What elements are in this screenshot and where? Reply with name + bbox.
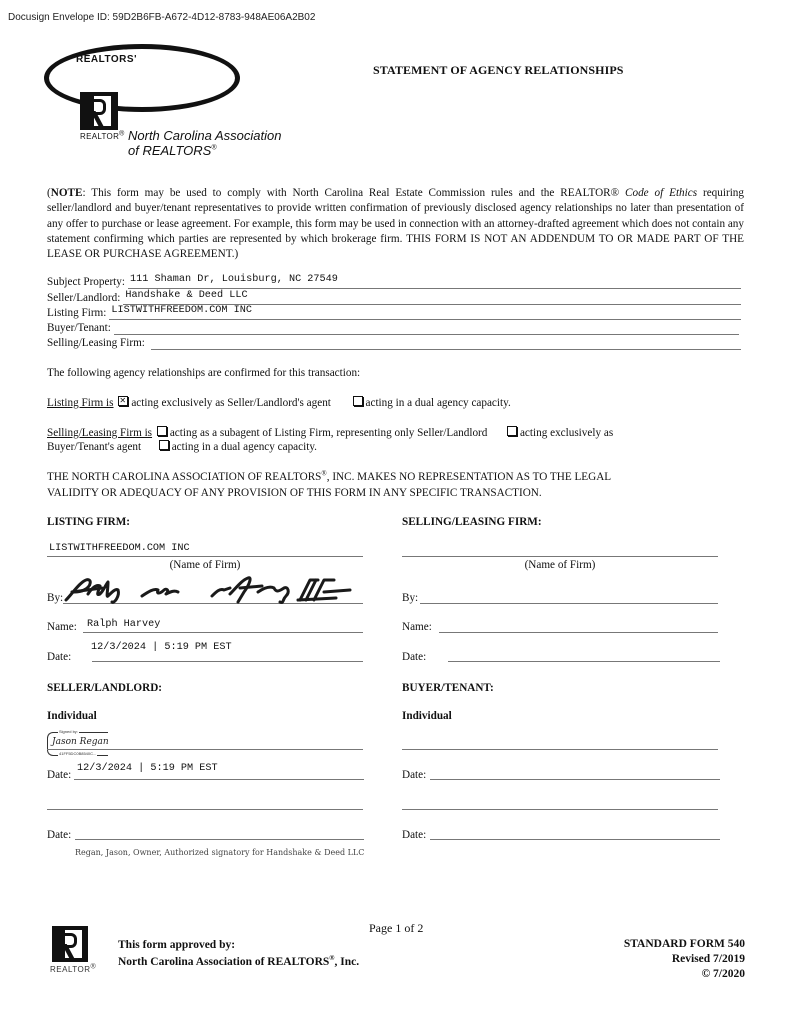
buyer2-date-label: Date: <box>402 829 427 841</box>
seller-signature: Jason Regan <box>52 737 109 747</box>
confirm-text: The following agency relationships are confirmed for this transaction: <box>47 367 361 379</box>
selling-name-of-firm-label: (Name of Firm) <box>524 559 596 571</box>
footer-realtor-r-icon <box>52 926 88 962</box>
checkbox-selling-dual-agency[interactable] <box>159 440 169 450</box>
checkbox-listing-dual-agency[interactable] <box>353 396 363 406</box>
logo-association-name: North Carolina Association of REALTORS® <box>128 128 282 158</box>
buyer-heading: BUYER/TENANT: <box>402 682 494 694</box>
seller2-signature-line[interactable] <box>47 809 363 810</box>
field-subject-property: Subject Property: 111 Shaman Dr, Louisburg, NC 27549 <box>47 275 741 289</box>
docusign-id: 41FF5DC0B8540C... <box>59 751 97 756</box>
docusign-envelope-id: Docusign Envelope ID: 59D2B6FB-A672-4D12-8783-948AE06A2B02 <box>8 12 316 23</box>
selling-by-line[interactable] <box>420 603 718 604</box>
seller-landlord-input[interactable]: Handshake & Deed LLC <box>123 291 741 305</box>
selling-firm-is-row2: Buyer/Tenant's agent acting in a dual agency capacity. <box>47 441 317 453</box>
form-number: STANDARD FORM 540 <box>623 938 745 950</box>
authorized-signatory-note: Regan, Jason, Owner, Authorized signatory for Handshake & Deed LLC <box>75 848 365 857</box>
form-revised: Revised 7/2019 <box>671 953 745 965</box>
listing-name-line[interactable] <box>83 632 363 633</box>
seller-date-label: Date: <box>47 769 72 781</box>
selling-by-label: By: <box>402 592 419 604</box>
seller-signature-line[interactable] <box>47 749 363 750</box>
note-paragraph: (NOTE: This form may be used to comply with North Carolina Real Estate Commission rules and the REALTOR® Code of Ethics requiring seller/landlord and buyer/tenant representatives to provide written confirmation of previously disclosed agency relationships no later than presentation of any offer to purchase or lease agreement. For example, this form may be used in connection with an attorney-drafted agreement which does not contain any statement confirming which parties are represented by which brokerage firm. THIS FORM IS NOT AN ADDENDUM TO OR MADE PART OF THE LEASE OR PURCHASE AGREEMENT.) <box>47 187 744 261</box>
field-listing-firm: Listing Firm: LISTWITHFREEDOM.COM INC <box>47 306 741 320</box>
checkbox-exclusive-buyer-agent[interactable] <box>507 426 517 436</box>
logo-oval <box>44 44 240 112</box>
disclaimer-line1: THE NORTH CAROLINA ASSOCIATION OF REALTORS®, INC. MAKES NO REPRESENTATION AS TO THE LEGAL <box>47 469 612 483</box>
listing-firm-name-value: LISTWITHFREEDOM.COM INC <box>49 543 190 554</box>
listing-name-of-firm-label: (Name of Firm) <box>169 559 241 571</box>
realtor-r-icon <box>80 92 118 130</box>
selling-firm-name-line[interactable] <box>402 556 718 557</box>
field-selling-leasing-firm: Selling/Leasing Firm: <box>47 336 741 350</box>
listing-agent-signature <box>62 574 392 606</box>
seller-date-line[interactable] <box>74 779 364 780</box>
listing-date-label: Date: <box>47 651 72 663</box>
buyer-date-line[interactable] <box>430 779 720 780</box>
selling-firm-is-label: Selling/Leasing Firm is <box>47 427 153 439</box>
buyer2-date-line[interactable] <box>430 839 720 840</box>
listing-firm-name-line[interactable] <box>47 556 363 557</box>
buyer2-signature-line[interactable] <box>402 809 718 810</box>
listing-name-value: Ralph Harvey <box>87 619 161 630</box>
code-of-ethics: Code of Ethics <box>625 187 698 199</box>
form-info <box>624 937 745 982</box>
selling-date-label: Date: <box>402 651 427 663</box>
seller2-date-label: Date: <box>47 829 72 841</box>
seller-heading: SELLER/LANDLORD: <box>47 682 163 694</box>
selling-name-label: Name: <box>402 621 432 633</box>
form-title: STATEMENT OF AGENCY RELATIONSHIPS <box>373 63 624 77</box>
docusign-signed-by: Signed by: <box>59 729 78 734</box>
selling-leasing-firm-input[interactable] <box>151 336 741 350</box>
listing-name-label: Name: <box>47 621 77 633</box>
buyer-tenant-input[interactable] <box>114 321 739 335</box>
disclaimer-line2: VALIDITY OR ADEQUACY OF ANY PROVISION OF THIS FORM IN ANY SPECIFIC TRANSACTION. <box>47 487 542 499</box>
listing-date-line[interactable] <box>92 661 363 662</box>
checkbox-subagent[interactable] <box>157 426 167 436</box>
nc-realtors-logo: REALTORS' REALTOR® North Carolina Association of REALTORS® <box>40 40 300 170</box>
form-copyright: © 7/2020 <box>701 968 745 980</box>
logo-assoc-line2: of REALTORS <box>128 143 212 158</box>
field-buyer-tenant: Buyer/Tenant: <box>47 321 739 335</box>
seller-individual: Individual <box>47 710 97 722</box>
note-label: NOTE <box>50 187 83 199</box>
selling-date-line[interactable] <box>448 661 720 662</box>
buyer-signature-line[interactable] <box>402 749 718 750</box>
field-seller-landlord: Seller/Landlord: Handshake & Deed LLC <box>47 291 741 305</box>
logo-realtor-mark: REALTOR <box>80 132 120 141</box>
buyer-date-label: Date: <box>402 769 427 781</box>
listing-date-value: 12/3/2024 | 5:19 PM EST <box>91 642 232 653</box>
checkbox-exclusive-seller-agent[interactable] <box>118 396 128 406</box>
selling-name-line[interactable] <box>439 632 718 633</box>
selling-firm-is-row: Selling/Leasing Firm is acting as a subagent of Listing Firm, representing only Seller/Landlord acting exclusively as <box>47 427 614 439</box>
logo-assoc-line1: North Carolina Association <box>128 128 282 143</box>
selling-firm-heading: SELLING/LEASING FIRM: <box>402 516 542 528</box>
subject-property-input[interactable]: 111 Shaman Dr, Louisburg, NC 27549 <box>128 275 741 289</box>
listing-by-label: By: <box>47 592 64 604</box>
listing-firm-is-row: Listing Firm is ✕ acting exclusively as Seller/Landlord's agent acting in a dual agency capacity. <box>47 396 511 410</box>
listing-firm-heading: LISTING FIRM: <box>47 516 130 528</box>
footer-approved: This form approved by: North Carolina Association of REALTORS®, Inc. <box>118 939 360 968</box>
buyer-individual: Individual <box>402 710 452 722</box>
seller-date-value: 12/3/2024 | 5:19 PM EST <box>77 763 218 774</box>
listing-firm-input[interactable]: LISTWITHFREEDOM.COM INC <box>109 306 741 320</box>
footer-realtor-mark: REALTOR <box>50 965 91 974</box>
listing-firm-is-label: Listing Firm is <box>47 397 114 409</box>
page-number: Page 1 of 2 <box>369 921 424 935</box>
seller2-date-line[interactable] <box>75 839 364 840</box>
logo-realtors-text: REALTORS' <box>76 54 137 65</box>
